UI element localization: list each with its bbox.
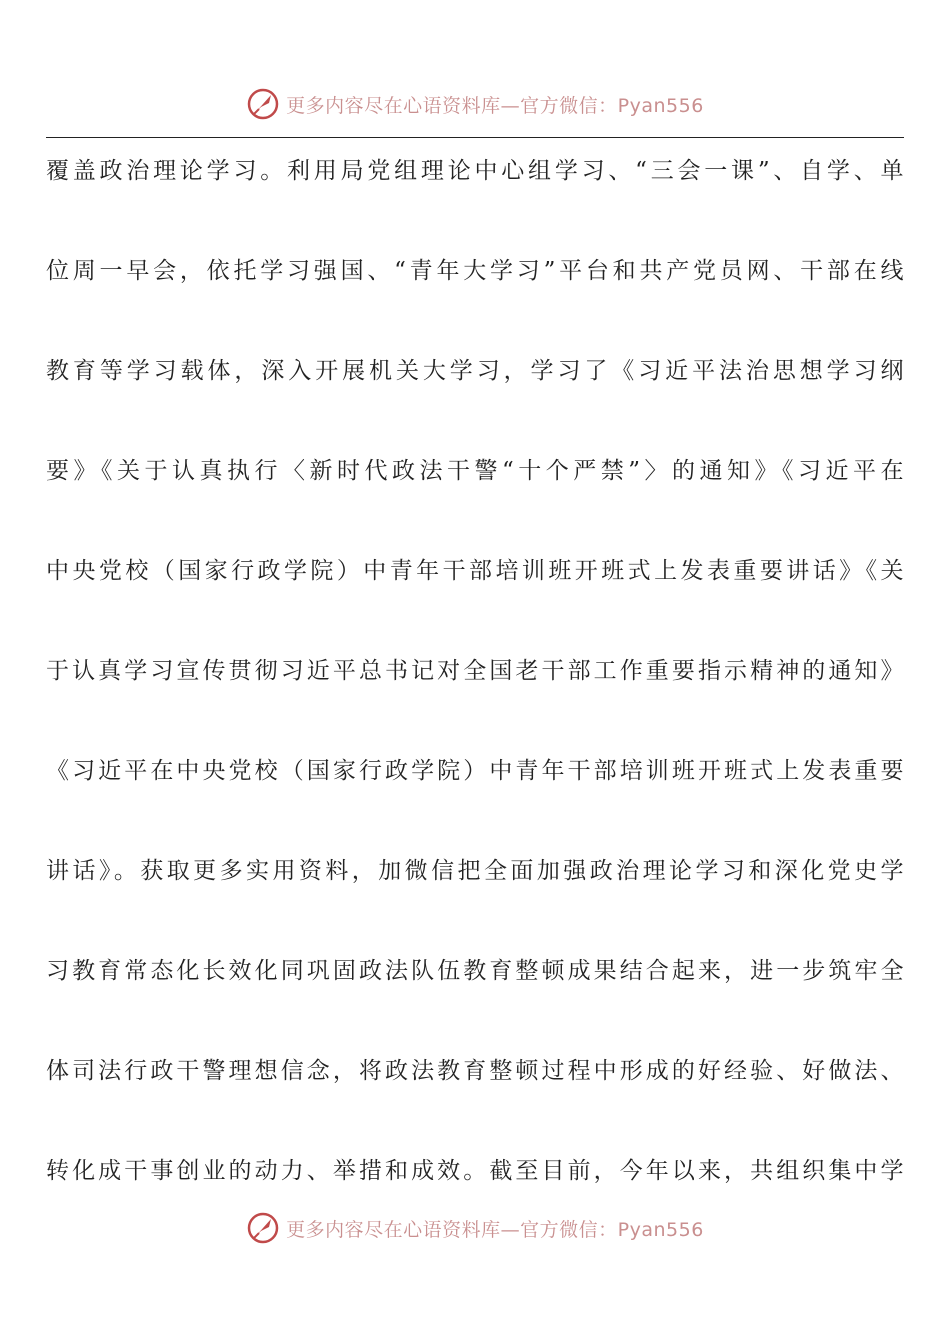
- header-banner-label: 更多内容尽在心语资料库—官方微信：: [286, 94, 618, 117]
- body-line: 体司法行政干警理想信念，将政法教育整顿过程中形成的好经验、好做法、: [46, 1058, 904, 1084]
- footer-banner-handle: Pyan556: [617, 1218, 704, 1241]
- body-line: 习教育常态化长效化同巩固政法队伍教育整顿成果结合起来，进一步筑牢全: [46, 958, 904, 984]
- footer-banner-text: [286, 1215, 704, 1242]
- body-line: 于认真学习宣传贯彻习近平总书记对全国老干部工作重要指示精神的通知》: [46, 658, 904, 684]
- body-line: 讲话》。获取更多实用资料，加微信把全面加强政治理论学习和深化党史学: [46, 858, 904, 884]
- quill-logo-icon: [246, 1211, 280, 1245]
- body-line: 转化成干事创业的动力、举措和成效。截至目前，今年以来，共组织集中学: [46, 1158, 904, 1184]
- document-body: [46, 148, 904, 1248]
- header-banner-text: [286, 91, 704, 118]
- body-line: 要》《关于认真执行〈新时代政法干警“十个严禁”〉的通知》《习近平在: [46, 458, 904, 484]
- body-line: 位周一早会，依托学习强国、“青年大学习”平台和共产党员网、干部在线: [46, 258, 904, 284]
- footer-banner: [0, 1208, 950, 1248]
- header-banner-handle: Pyan556: [617, 94, 704, 117]
- body-line: 覆盖政治理论学习。利用局党组理论中心组学习、“三会一课”、自学、单: [46, 158, 904, 184]
- body-line: 教育等学习载体，深入开展机关大学习，学习了《习近平法治思想学习纲: [46, 358, 904, 384]
- footer-banner-label: 更多内容尽在心语资料库—官方微信：: [286, 1218, 618, 1241]
- quill-logo-icon: [246, 87, 280, 121]
- header-divider: [46, 137, 904, 138]
- header-banner: [0, 84, 950, 124]
- body-line: 《习近平在中央党校（国家行政学院）中青年干部培训班开班式上发表重要: [46, 758, 904, 784]
- body-line: 中央党校（国家行政学院）中青年干部培训班开班式上发表重要讲话》《关: [46, 558, 904, 584]
